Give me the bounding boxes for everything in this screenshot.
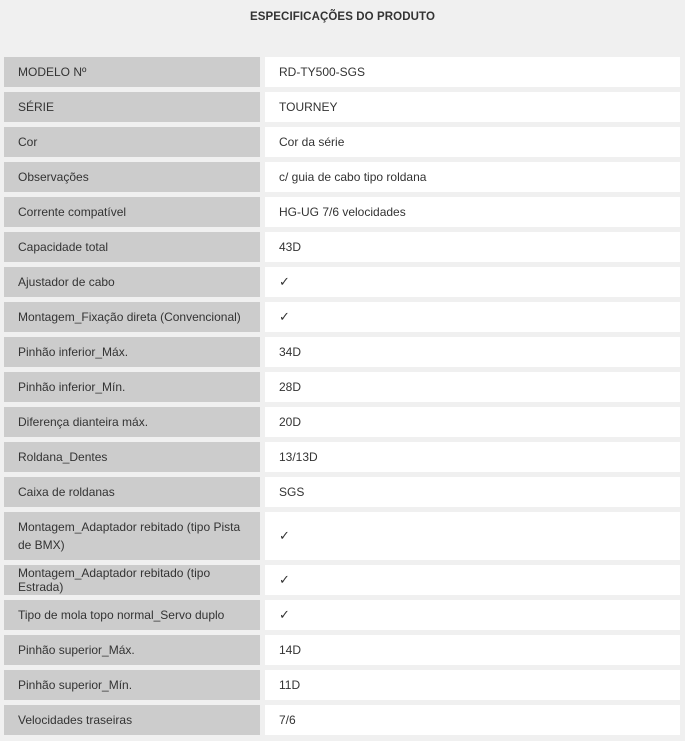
spec-row-spring-type — [4, 600, 680, 630]
page-title: ESPECIFICAÇÕES DO PRODUTO — [249, 11, 436, 23]
spec-value: RD-TY500-SGS — [265, 57, 680, 87]
spec-value: 28D — [265, 372, 680, 402]
checkmark-icon: ✓ — [265, 512, 680, 560]
spec-label: Capacidade total — [4, 232, 260, 262]
spec-value: 34D — [265, 337, 680, 367]
checkmark-icon: ✓ — [265, 267, 680, 297]
spec-label: Pinhão inferior_Máx. — [4, 337, 260, 367]
spec-value: c/ guia de cabo tipo roldana — [265, 162, 680, 192]
spec-row-cage — [4, 477, 680, 507]
spec-value: 13/13D — [265, 442, 680, 472]
spec-value: 14D — [265, 635, 680, 665]
spec-row-top-sprocket-max — [4, 635, 680, 665]
spec-label: Roldana_Dentes — [4, 442, 260, 472]
spec-value: Cor da série — [265, 127, 680, 157]
spec-label: Velocidades traseiras — [4, 705, 260, 735]
spec-label: Ajustador de cabo — [4, 267, 260, 297]
spec-row-direct-mount — [4, 302, 680, 332]
spec-label: Tipo de mola topo normal_Servo duplo — [4, 600, 260, 630]
spec-value: TOURNEY — [265, 92, 680, 122]
spec-label: Montagem_Adaptador rebitado (tipo Estrada) — [4, 565, 260, 595]
spec-label: Pinhão inferior_Mín. — [4, 372, 260, 402]
spec-label: Caixa de roldanas — [4, 477, 260, 507]
spec-label: Cor — [4, 127, 260, 157]
spec-label: SÉRIE — [4, 92, 260, 122]
spec-row-color — [4, 127, 680, 157]
spec-value: 11D — [265, 670, 680, 700]
spec-label: Corrente compatível — [4, 197, 260, 227]
spec-row-road-adapter — [4, 565, 680, 595]
spec-row-rear-speeds — [4, 705, 680, 735]
spec-row-top-sprocket-min — [4, 670, 680, 700]
spec-row-model — [4, 57, 680, 87]
spec-label: Pinhão superior_Mín. — [4, 670, 260, 700]
spec-row-notes — [4, 162, 680, 192]
spec-label: MODELO Nº — [4, 57, 260, 87]
spec-row-series — [4, 92, 680, 122]
spec-value: SGS — [265, 477, 680, 507]
spec-row-bmx-adapter — [4, 512, 680, 560]
spec-value: 20D — [265, 407, 680, 437]
spec-label: Montagem_Adaptador rebitado (tipo Pista de BMX) — [4, 512, 260, 560]
spec-label: Observações — [4, 162, 260, 192]
spec-value: 43D — [265, 232, 680, 262]
spec-label: Diferença dianteira máx. — [4, 407, 260, 437]
spec-row-chain — [4, 197, 680, 227]
spec-value: HG-UG 7/6 velocidades — [265, 197, 680, 227]
spec-row-low-sprocket-min — [4, 372, 680, 402]
spec-row-low-sprocket-max — [4, 337, 680, 367]
spec-row-pulley-teeth — [4, 442, 680, 472]
spec-row-cable-adjuster — [4, 267, 680, 297]
checkmark-icon: ✓ — [265, 302, 680, 332]
spec-table — [4, 57, 680, 735]
spec-value: 7/6 — [265, 705, 680, 735]
checkmark-icon: ✓ — [265, 600, 680, 630]
spec-row-front-difference — [4, 407, 680, 437]
spec-label: Montagem_Fixação direta (Convencional) — [4, 302, 260, 332]
spec-label: Pinhão superior_Máx. — [4, 635, 260, 665]
checkmark-icon: ✓ — [265, 565, 680, 595]
spec-row-capacity — [4, 232, 680, 262]
